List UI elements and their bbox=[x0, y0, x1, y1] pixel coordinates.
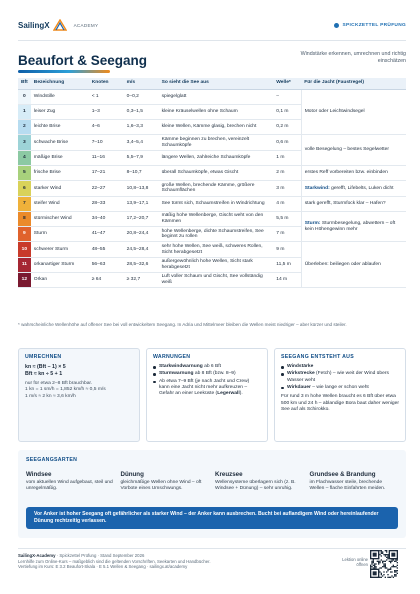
table-row bbox=[18, 242, 406, 257]
yacht-advice-cell: volle Besegelung – bestes Segelwetter bbox=[301, 135, 406, 166]
cheat-sheet-badge bbox=[334, 23, 406, 28]
ms-cell: 13,9–17,1 bbox=[124, 196, 159, 211]
wave-cell: 9 m bbox=[273, 242, 301, 257]
knots-cell: 7–10 bbox=[89, 135, 124, 150]
knots-cell: 56–63 bbox=[89, 257, 124, 272]
yacht-advice-cell: Motor oder Leichtwindsegel bbox=[301, 89, 406, 135]
badge-dot-icon bbox=[334, 23, 339, 28]
bft-cell: 7 bbox=[18, 196, 31, 211]
name-cell: Windstille bbox=[31, 89, 89, 104]
name-cell: starker Wind bbox=[31, 181, 89, 196]
bft-cell: 11 bbox=[18, 257, 31, 272]
ms-cell: 10,8–13,8 bbox=[124, 181, 159, 196]
wave-cell: 0,1 m bbox=[273, 104, 301, 119]
sea-cell: kleine Kräuselwellen ohne Schaum bbox=[159, 104, 274, 119]
sea-cell: See türmt sich, Schaumstreifen in Windrichtung bbox=[159, 196, 274, 211]
brand-name: SailingX bbox=[18, 20, 50, 30]
bft-cell: 5 bbox=[18, 165, 31, 180]
beaufort-table bbox=[18, 78, 406, 288]
warnings-box bbox=[146, 348, 268, 442]
badge-label: SPICKZETTEL PRÜFUNG bbox=[342, 22, 406, 28]
sea-type-kreuzsee: Kreuzsee Wellensysteme überlagern sich (z. B. Windsee + Dünung) – sehr unruhig. bbox=[215, 471, 296, 492]
wave-cell: 11,5 m bbox=[273, 257, 301, 272]
sea-state-origin-box bbox=[274, 348, 406, 442]
yacht-advice-cell: erstes Reff vorbereiten bzw. einbinden bbox=[301, 165, 406, 180]
conversion-title: UMRECHNEN bbox=[25, 354, 62, 360]
sea-cell: mäßig hohe Wellenberge, Gischt weht von den Kämmen bbox=[159, 211, 274, 226]
formula-note: nur für etwa 2–8 Bft brauchbar. bbox=[25, 381, 93, 386]
footer bbox=[18, 553, 318, 570]
formula-knots: kn ≈ (Bft – 1) × 5 bbox=[25, 364, 66, 370]
footer-line-2: Lernhilfe zum Online-Kurs – maßgeblich sind die geltenden Vorschriften, Seekarten und Handbücher. bbox=[18, 558, 211, 564]
list-item: Wirkstrecke (Fetch) – wie weit der Wind übers Wasser weht bbox=[281, 371, 399, 384]
bft-cell: 2 bbox=[18, 120, 31, 135]
sea-type-grundsee: Grundsee & Brandung im Flachwasser steile, brechende Wellen – flache Einfahrten meiden. bbox=[309, 471, 386, 492]
list-item: Ab etwa 7–9 Bft (je nach Jacht und Crew) kann eine Jacht nicht mehr aufkreuzen – Gefahr an einer Leeküste (Legerwall). bbox=[153, 379, 261, 398]
knots-cell: 28–33 bbox=[89, 196, 124, 211]
sea-type-duenung: Dünung gleichmäßige Wellen ohne Wind – oft Vorbote eines Umschwungs. bbox=[120, 471, 202, 492]
knots-cell: 11–16 bbox=[89, 150, 124, 165]
sea-cell: Luft voller Schaum und Gischt, See vollständig weiß bbox=[159, 273, 274, 288]
sail-logo-icon bbox=[53, 19, 67, 31]
wave-cell: 7 m bbox=[273, 227, 301, 242]
brand-logo[interactable] bbox=[18, 19, 98, 31]
yacht-advice-cell: Überleben: beiliegen oder ablaufen bbox=[301, 242, 406, 288]
knots-cell: 48–55 bbox=[89, 242, 124, 257]
knots-cell: < 1 bbox=[89, 89, 124, 104]
page-subtitle: Windstärke erkennen, umrechnen und richtig einschätzen bbox=[300, 51, 406, 64]
ms-cell: 20,8–24,4 bbox=[124, 227, 159, 242]
ms-cell: 24,5–28,4 bbox=[124, 242, 159, 257]
sea-cell: längere Wellen, zahlreiche Schaumköpfe bbox=[159, 150, 274, 165]
list-item: Wirkdauer – wie lange er schon weht bbox=[281, 385, 399, 391]
name-cell: leiser Zug bbox=[31, 104, 89, 119]
name-cell: mäßige Brise bbox=[31, 150, 89, 165]
table-row bbox=[18, 211, 406, 226]
name-cell: schwache Brise bbox=[31, 135, 89, 150]
sea-cell: Kämme beginnen zu brechen, vereinzelt Schaumköpfe bbox=[159, 135, 274, 150]
bft-cell: 10 bbox=[18, 242, 31, 257]
bft-cell: 1 bbox=[18, 104, 31, 119]
table-row bbox=[18, 196, 406, 211]
wave-cell: 5,5 m bbox=[273, 211, 301, 226]
name-cell: stürmischer Wind bbox=[31, 211, 89, 226]
bft-cell: 9 bbox=[18, 227, 31, 242]
sea-cell: hohe Wellenberge, dichte Schaumstreifen, See beginnt zu rollen bbox=[159, 227, 274, 242]
title-accent-bar bbox=[18, 70, 110, 73]
sea-cell: außergewöhnlich hohe Wellen, Sicht stark herabgesetzt bbox=[159, 257, 274, 272]
qr-code-icon[interactable] bbox=[370, 550, 398, 578]
knots-cell: 41–47 bbox=[89, 227, 124, 242]
ms-cell: 5,5–7,9 bbox=[124, 150, 159, 165]
table-row bbox=[18, 89, 406, 104]
ms-cell: ≥ 32,7 bbox=[124, 273, 159, 288]
top-bar bbox=[18, 14, 406, 36]
knots-cell: 22–27 bbox=[89, 181, 124, 196]
sea-state-origin-title: SEEGANG ENTSTEHT AUS bbox=[281, 354, 354, 360]
ms-cell: 8–10,7 bbox=[124, 165, 159, 180]
list-item: Windstärke bbox=[281, 364, 399, 370]
formula-bft: Bft ≈ kn ÷ 5 + 1 bbox=[25, 371, 63, 377]
bft-cell: 0 bbox=[18, 89, 31, 104]
bft-cell: 12 bbox=[18, 273, 31, 288]
knots-cell: 4–6 bbox=[89, 120, 124, 135]
sea-type-windsee: Windsee vom aktuellen Wind aufgebaut, steil und unregelmäßig. bbox=[26, 471, 113, 492]
knots-cell: 17–21 bbox=[89, 165, 124, 180]
yacht-advice-cell: Starkwind: gerefft, Lifebelts, Luken dicht bbox=[301, 181, 406, 196]
footer-line-3[interactable]: Vertiefung im Kurs: E 3.2 Beaufort-Skala · E 5.1 Wellen & Seegang · sailingx.at/academy bbox=[18, 564, 188, 570]
table-row bbox=[18, 181, 406, 196]
wave-cell: 3 m bbox=[273, 181, 301, 196]
col-header-sea: So sieht die See aus bbox=[159, 78, 274, 89]
name-cell: Sturm bbox=[31, 227, 89, 242]
col-header-ms: m/s bbox=[124, 78, 159, 89]
bft-cell: 6 bbox=[18, 181, 31, 196]
table-header-row bbox=[18, 78, 406, 89]
bft-cell: 3 bbox=[18, 135, 31, 150]
knots-cell: 34–40 bbox=[89, 211, 124, 226]
header-divider bbox=[18, 40, 406, 41]
wave-cell: – bbox=[273, 89, 301, 104]
col-header-name: Bezeichnung bbox=[31, 78, 89, 89]
list-item: Sturmwarnung ab 8 Bft (bzw. 8–9) bbox=[153, 371, 261, 377]
table-row bbox=[18, 165, 406, 180]
anchor-warning-banner: Vor Anker ist hoher Seegang oft gefährlicher als starker Wind – der Anker kann ausbrechen. Bucht bei auflandigem Wind oder hereinlaufender Dünung rechtzeitig verlassen. bbox=[26, 507, 398, 529]
col-header-yacht: Für die Jacht (Faustregel) bbox=[301, 78, 406, 89]
wave-cell: 2 m bbox=[273, 165, 301, 180]
name-cell: steifer Wind bbox=[31, 196, 89, 211]
wave-footnote: * wahrscheinliche Wellenhöhe auf offener See bei voll entwickeltem Seegang. In Adria und Mittelmeer bleiben die Wellen meist niedriger – aber kürzer und steiler. bbox=[18, 322, 347, 327]
sea-types-title: SEEGANGSARTEN bbox=[26, 457, 78, 463]
ms-cell: 0,3–1,5 bbox=[124, 104, 159, 119]
warnings-title: WARNUNGEN bbox=[153, 354, 191, 360]
sea-cell: sehr hohe Wellen, See weiß, schweres Rollen, Sicht herabgesetzt bbox=[159, 242, 274, 257]
conversion-knots: 1 kn = 1 sm/h = 1,852 km/h ≈ 0,5 m/s bbox=[25, 387, 106, 393]
sea-cell: spiegelglatt bbox=[159, 89, 274, 104]
footer-line-1: SailingX-Academy · Spickzettel Prüfung · Stand September 2026 bbox=[18, 553, 145, 558]
ms-cell: 1,6–3,3 bbox=[124, 120, 159, 135]
wave-cell: 14 m bbox=[273, 273, 301, 288]
wave-cell: 0,2 m bbox=[273, 120, 301, 135]
yacht-advice-cell: Sturm: Sturmbesegelung, abwettern – oft kein Höhengewinn mehr bbox=[301, 211, 406, 242]
name-cell: leichte Brise bbox=[31, 120, 89, 135]
ms-cell: 28,5–32,6 bbox=[124, 257, 159, 272]
table-row bbox=[18, 135, 406, 150]
list-item: Starkwindwarnung ab 6 Bft bbox=[153, 364, 261, 370]
wave-cell: 4 m bbox=[273, 196, 301, 211]
sea-cell: große Wellen, brechende Kämme, größere Schaumflächen bbox=[159, 181, 274, 196]
name-cell: frische Brise bbox=[31, 165, 89, 180]
wave-cell: 0,6 m bbox=[273, 135, 301, 150]
page-title: Beaufort & Seegang bbox=[18, 53, 148, 68]
conversion-box bbox=[18, 348, 140, 442]
bft-cell: 8 bbox=[18, 211, 31, 226]
ms-cell: 0–0,2 bbox=[124, 89, 159, 104]
footer-divider bbox=[18, 548, 406, 549]
col-header-wave: Welle* bbox=[273, 78, 301, 89]
name-cell: schwerer Sturm bbox=[31, 242, 89, 257]
knots-cell: 1–3 bbox=[89, 104, 124, 119]
sea-cell: kleine Wellen, Kämme glasig, brechen nicht bbox=[159, 120, 274, 135]
qr-caption: Lektion online öffnen bbox=[342, 557, 368, 568]
col-header-bft: Bft bbox=[18, 78, 31, 89]
bft-cell: 4 bbox=[18, 150, 31, 165]
col-header-knots: Knoten bbox=[89, 78, 124, 89]
conversion-ms: 1 m/s ≈ 2 kn ≈ 3,6 km/h bbox=[25, 393, 76, 399]
wave-cell: 1 m bbox=[273, 150, 301, 165]
ms-cell: 3,4–5,4 bbox=[124, 135, 159, 150]
name-cell: orkanartiger Sturm bbox=[31, 257, 89, 272]
name-cell: Orkan bbox=[31, 273, 89, 288]
ms-cell: 17,2–20,7 bbox=[124, 211, 159, 226]
sea-state-note: Für rund 3 m hohe Wellen braucht es 6 Bft über etwa 500 km und 24 h – ablandige Bora baut daher weniger See auf als Schirokko. bbox=[281, 394, 400, 412]
sea-cell: überall Schaumköpfe, etwas Gischt bbox=[159, 165, 274, 180]
brand-suffix: ACADEMY bbox=[73, 22, 99, 28]
yacht-advice-cell: stark gerefft, Sturmfock klar – Hafen? bbox=[301, 196, 406, 211]
knots-cell: ≥ 64 bbox=[89, 273, 124, 288]
